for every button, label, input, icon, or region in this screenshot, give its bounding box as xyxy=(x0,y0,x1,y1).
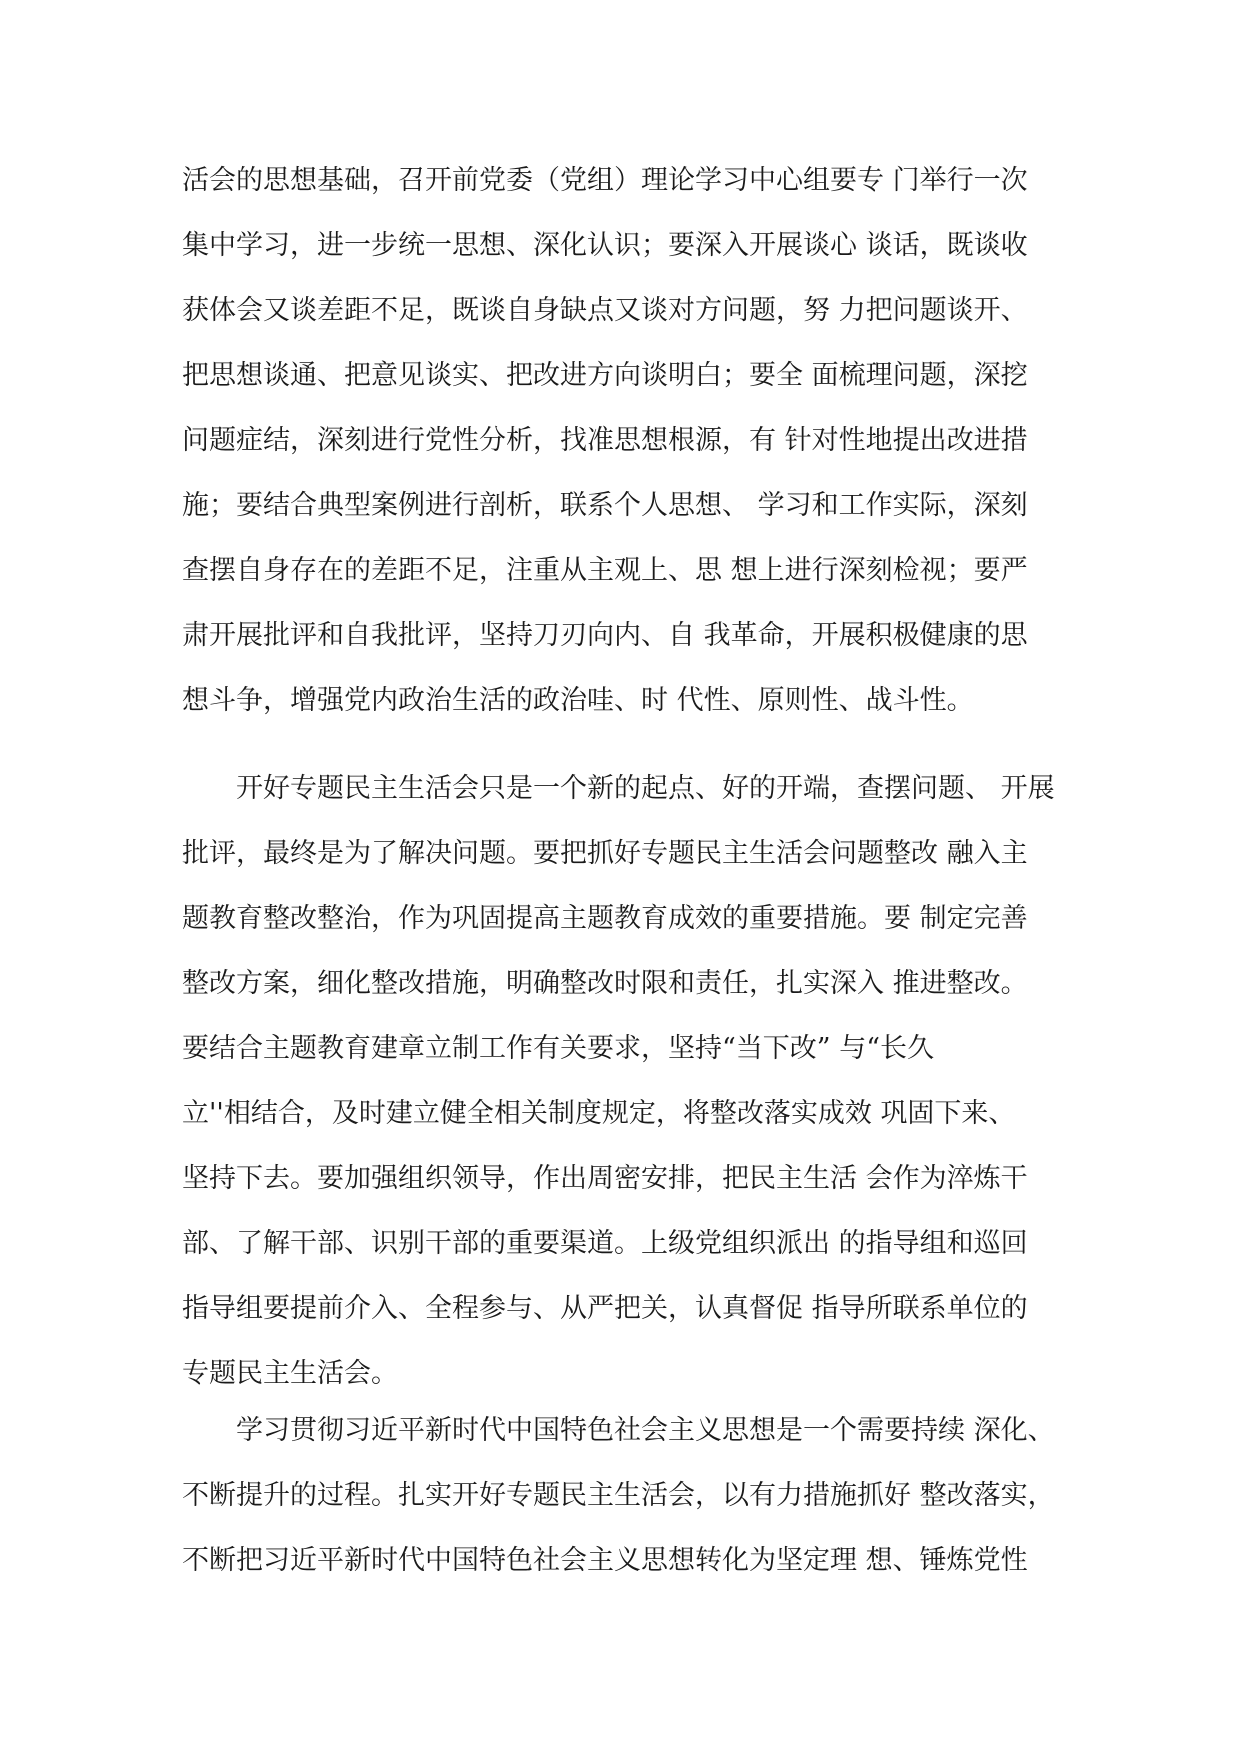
text-line: 立''相结合，及时建立健全相关制度规定，将整改落实成效 巩固下来、 xyxy=(182,1098,1016,1129)
text-line: 整改方案，细化整改措施，明确整改时限和责任，扎实深入 推进整改。 xyxy=(182,968,1028,999)
text-line: 活会的思想基础，召开前党委（党组）理论学习中心组要专 门举行一次 xyxy=(182,165,1028,196)
text-line: 获体会又谈差距不足，既谈自身缺点又谈对方问题，努 力把问题谈开、 xyxy=(182,295,1028,326)
text-line: 施；要结合典型案例进行剖析，联系个人思想、 学习和工作实际，深刻 xyxy=(182,490,1028,521)
text-line: 想斗争，增强党内政治生活的政治哇、时 代性、原则性、战斗性。 xyxy=(182,685,974,716)
text-line: 开好专题民主生活会只是一个新的起点、好的开端，查摆问题、 开展 xyxy=(182,773,1055,804)
paragraph-1 xyxy=(182,148,1062,733)
text-line: 不断提升的过程。扎实开好专题民主生活会，以有力措施抓好 整改落实， xyxy=(182,1480,1055,1511)
text-line: 专题民主生活会。 xyxy=(182,1358,398,1389)
text-line: 把思想谈通、把意见谈实、把改进方向谈明白；要全 面梳理问题，深挖 xyxy=(182,360,1028,391)
text-line: 指导组要提前介入、全程参与、从严把关，认真督促 指导所联系单位的 xyxy=(182,1293,1028,1324)
text-line: 题教育整改整治，作为巩固提高主题教育成效的重要措施。要 制定完善 xyxy=(182,903,1028,934)
text-line: 要结合主题教育建章立制工作有关要求，坚持“当下改” 与“长久 xyxy=(182,1033,934,1064)
text-line: 不断把习近平新时代中国特色社会主义思想转化为坚定理 想、锤炼党性 xyxy=(182,1545,1028,1576)
text-line: 部、了解干部、识别干部的重要渠道。上级党组织派出 的指导组和巡回 xyxy=(182,1228,1028,1259)
text-line: 问题症结，深刻进行党性分析，找准思想根源，有 针对性地提出改进措 xyxy=(182,425,1028,456)
paragraph-3 xyxy=(182,1398,1062,1593)
text-line: 肃开展批评和自我批评，坚持刀刃向内、自 我革命，开展积极健康的思 xyxy=(182,620,1028,651)
paragraph-2 xyxy=(182,756,1062,1406)
text-line: 坚持下去。要加强组织领导，作出周密安排，把民主生活 会作为淬炼干 xyxy=(182,1163,1028,1194)
text-line: 查摆自身存在的差距不足，注重从主观上、思 想上进行深刻检视；要严 xyxy=(182,555,1028,586)
text-line: 批评，最终是为了解决问题。要把抓好专题民主生活会问题整改 融入主 xyxy=(182,838,1028,869)
text-line: 集中学习，进一步统一思想、深化认识；要深入开展谈心 谈话，既谈收 xyxy=(182,230,1028,261)
text-line: 学习贯彻习近平新时代中国特色社会主义思想是一个需要持续 深化、 xyxy=(182,1415,1055,1446)
